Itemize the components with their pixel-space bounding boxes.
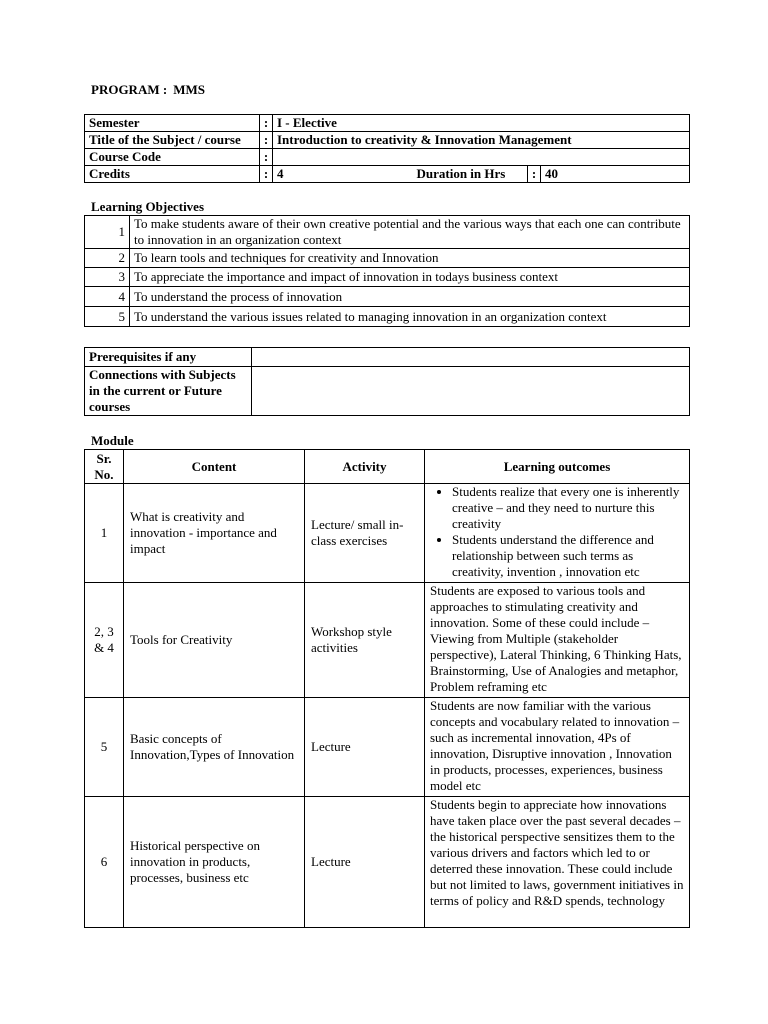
module-content: Tools for Creativity bbox=[124, 583, 305, 698]
objective-row bbox=[85, 216, 690, 249]
objective-number: 4 bbox=[85, 287, 130, 307]
course-code-row bbox=[85, 149, 690, 166]
header-sr-no: Sr. No. bbox=[85, 450, 124, 484]
header-content: Content bbox=[124, 450, 305, 484]
objective-text: To understand the process of innovation bbox=[130, 287, 690, 307]
prerequisites-table bbox=[84, 347, 690, 416]
header-learning-outcomes: Learning outcomes bbox=[425, 450, 690, 484]
connections-value bbox=[252, 367, 690, 416]
program-value: MMS bbox=[173, 82, 205, 97]
prerequisites-value bbox=[252, 348, 690, 367]
objective-number: 1 bbox=[85, 216, 130, 249]
module-content: Historical perspective on innovation in products, processes, business etc bbox=[124, 797, 305, 928]
objective-number: 3 bbox=[85, 268, 130, 287]
colon: : bbox=[528, 166, 541, 183]
module-heading: Module bbox=[91, 433, 134, 448]
connections-row bbox=[85, 367, 690, 416]
module-row bbox=[85, 698, 690, 797]
module-activity: Lecture/ small in-class exercises bbox=[305, 484, 425, 583]
objective-text: To learn tools and techniques for creativity and Innovation bbox=[130, 249, 690, 268]
outcome-bullet-list bbox=[430, 484, 685, 580]
credits-label: Credits bbox=[85, 166, 260, 183]
module-learning-outcome: Students are now familiar with the various concepts and vocabulary related to innovation – such as incremental innovation, 4Ps of innovation, Disruptive innovation , Innovation in products, processes, experiences, business model etc bbox=[425, 698, 690, 797]
module-row bbox=[85, 583, 690, 698]
duration-value: 40 bbox=[541, 166, 690, 183]
course-code-value bbox=[273, 149, 690, 166]
header-activity: Activity bbox=[305, 450, 425, 484]
module-content: Basic concepts of Innovation,Types of Innovation bbox=[124, 698, 305, 797]
module-activity: Lecture bbox=[305, 797, 425, 928]
objective-number: 5 bbox=[85, 307, 130, 327]
module-sr-no: 2, 3 & 4 bbox=[85, 583, 124, 698]
learning-objectives-table bbox=[84, 215, 690, 327]
module-learning-outcome: Students begin to appreciate how innovations have taken place over the past several decades – the historical perspective sensitizes them to the various drivers and factors which led to or deterred these innovation. These could include but not limited to laws, government initiatives in terms of policy and R&D spends, technology bbox=[425, 797, 690, 928]
program-line bbox=[91, 82, 211, 98]
prerequisites-label: Prerequisites if any bbox=[85, 348, 252, 367]
module-sr-no: 1 bbox=[85, 484, 124, 583]
colon: : bbox=[260, 166, 273, 183]
prerequisites-row bbox=[85, 348, 690, 367]
outcome-bullet: • Students realize that every one is inherently creative – and they need to nurture this creativity bbox=[452, 484, 685, 532]
objective-text: To make students aware of their own creative potential and the various ways that each one can contribute to innovation in an organization context bbox=[130, 216, 690, 249]
objective-row bbox=[85, 287, 690, 307]
objective-row bbox=[85, 268, 690, 287]
credits-row bbox=[85, 166, 690, 183]
title-row bbox=[85, 132, 690, 149]
semester-row bbox=[85, 115, 690, 132]
module-learning-outcome bbox=[425, 484, 690, 583]
module-learning-outcome: Students are exposed to various tools and approaches to stimulating creativity and innovation. Some of these could include – Viewing from Multiple (stakeholder perspective), Lateral Thinking, 6 Thinking Hats, Brainstorming, Use of Analogies and metaphor, Problem reframing etc bbox=[425, 583, 690, 698]
course-code-label: Course Code bbox=[85, 149, 260, 166]
title-value: Introduction to creativity & Innovation Management bbox=[273, 132, 690, 149]
credits-value: 4 bbox=[273, 166, 413, 183]
learning-objectives-heading: Learning Objectives bbox=[91, 199, 205, 214]
module-content: What is creativity and innovation - importance and impact bbox=[124, 484, 305, 583]
outcome-bullet: • Students understand the difference and relationship between such terms as creativity, invention , innovation etc bbox=[452, 532, 685, 580]
objective-number: 2 bbox=[85, 249, 130, 268]
module-table bbox=[84, 449, 690, 928]
objective-text: To appreciate the importance and impact of innovation in todays business context bbox=[130, 268, 690, 287]
module-sr-no: 5 bbox=[85, 698, 124, 797]
course-info-table bbox=[84, 114, 690, 183]
program-label: PROGRAM : bbox=[91, 82, 168, 97]
colon: : bbox=[260, 132, 273, 149]
objective-row bbox=[85, 249, 690, 268]
module-row bbox=[85, 797, 690, 928]
title-label: Title of the Subject / course bbox=[85, 132, 260, 149]
objective-text: To understand the various issues related to managing innovation in an organization context bbox=[130, 307, 690, 327]
objective-row bbox=[85, 307, 690, 327]
colon: : bbox=[260, 149, 273, 166]
semester-label: Semester bbox=[85, 115, 260, 132]
module-sr-no: 6 bbox=[85, 797, 124, 928]
module-row bbox=[85, 484, 690, 583]
connections-label: Connections with Subjects in the current or Future courses bbox=[85, 367, 252, 416]
semester-value: I - Elective bbox=[273, 115, 690, 132]
module-header-row bbox=[85, 450, 690, 484]
module-activity: Lecture bbox=[305, 698, 425, 797]
colon: : bbox=[260, 115, 273, 132]
module-activity: Workshop style activities bbox=[305, 583, 425, 698]
duration-label: Duration in Hrs bbox=[413, 166, 528, 183]
